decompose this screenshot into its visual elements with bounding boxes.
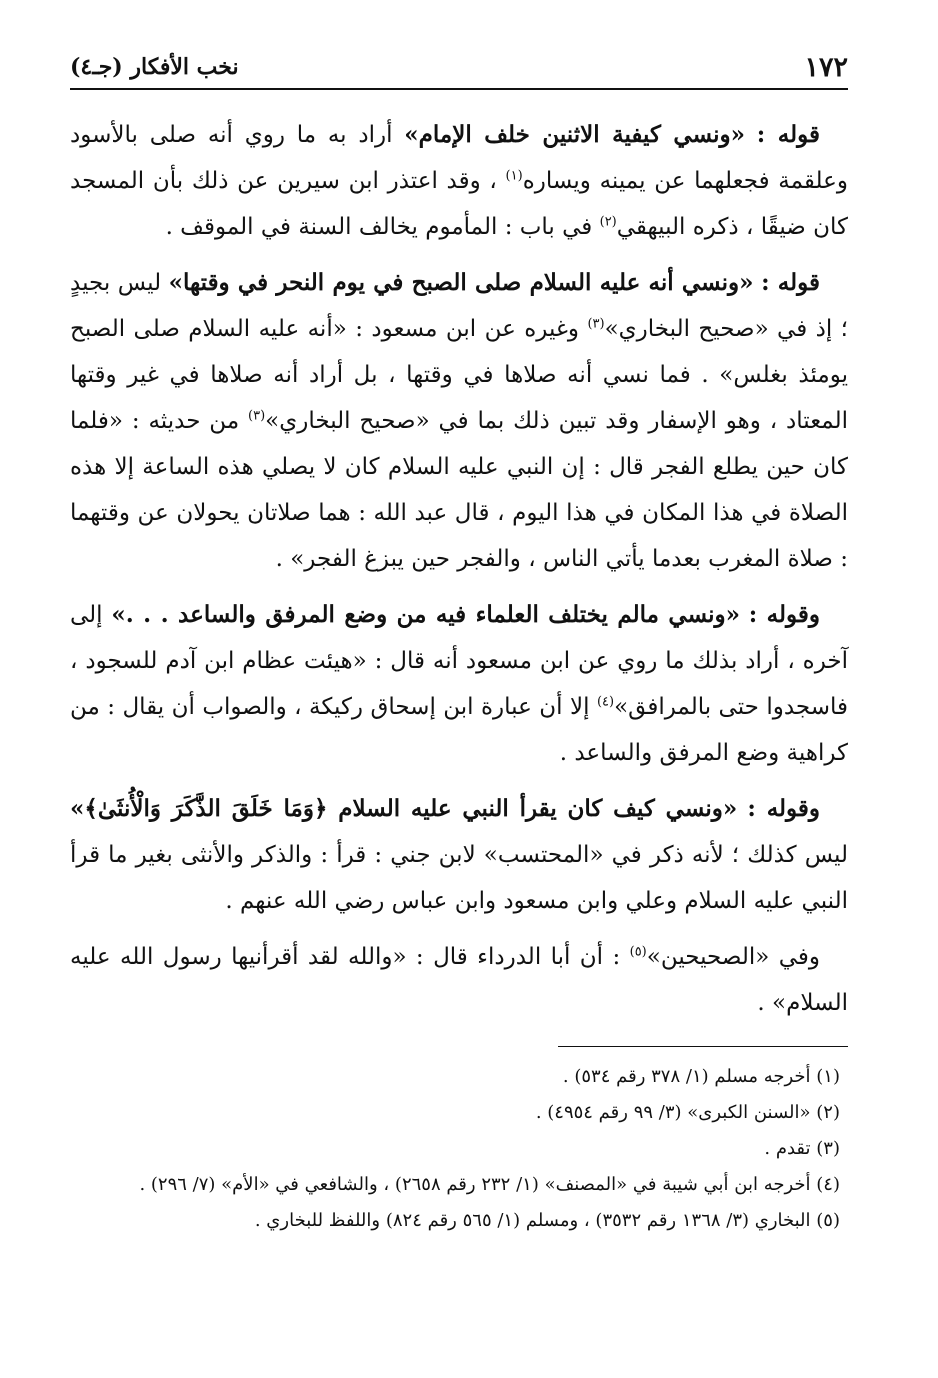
paragraph-3 [70, 592, 848, 776]
footnote-divider [558, 1046, 848, 1047]
footnote-ref: (٣) [587, 316, 605, 332]
footnote-item: (٤) أخرجه ابن أبي شيبة في «المصنف» (١/ ٢٣٢ رقم ٢٦٥٨) ، والشافعي في «الأم» (٧/ ٢٩٦) . [139, 1174, 840, 1195]
footnote-item: (١) أخرجه مسلم (١/ ٣٧٨ رقم ٥٣٤) . [562, 1066, 840, 1087]
footnote-ref: (٢) [599, 214, 617, 230]
quoted-phrase: «ونسي كيفية الاثنين خلف الإمام» [404, 121, 745, 148]
paragraph-text: ليس كذلك ؛ لأنه ذكر في «المحتسب» لابن جني : قرأ : والذكر والأنثى بغير ما قرأ النبي عليه السلام وعلي وابن مسعود وابن عباس رضي الله عنهم . [70, 842, 848, 914]
footnotes [70, 1059, 848, 1239]
book-page [70, 48, 848, 1348]
footnote-ref: (٥) [629, 944, 647, 960]
paragraph-text: في باب : المأموم يخالف السنة في الموقف . [165, 214, 600, 240]
main-text [70, 112, 848, 1026]
paragraph-text: وغيره عن ابن مسعود : «أنه عليه السلام صلى الصبح يومئذ بغلس» . فما نسي أنه صلاها في وقتها ، بل أراد أنه صلاها في غير وقتها المعتاد ، وهو الإسفار وقد تبين ذلك بما في «صحيح البخاري» [70, 316, 848, 434]
page-number: ١٧٢ [804, 52, 848, 83]
paragraph-lead: وقوله : [748, 601, 820, 628]
quoted-phrase: «ونسي كيف كان يقرأ النبي عليه السلام ﴿وَمَا خَلَقَ الذَّكَرَ وَالْأُنثَىٰ﴾» [70, 795, 738, 822]
paragraph-text: وفي «الصحيحين» [646, 944, 820, 970]
paragraph-4 [70, 786, 848, 924]
paragraph-text: ، وقد اعتذر ابن سيرين عن ذلك بأن المسجد كان ضيقًا ، ذكره البيهقي [70, 168, 848, 240]
footnote-ref: (٤) [596, 694, 615, 710]
paragraph-5 [70, 934, 848, 1026]
footnote-ref: (١) [505, 168, 523, 184]
paragraph-text: أراد به ما روي أنه صلى بالأسود وعلقمة فجعلهما عن يمينه ويساره [70, 122, 848, 194]
paragraph-text: من حديثه : «فلما كان حين يطلع الفجر قال : إن النبي عليه السلام كان لا يصلي هذه الساعة إلا هذه الصلاة في هذا المكان في هذا اليوم ، قال عبد الله : هما صلاتان يحولان عن وقتهما : صلاة المغرب بعدما يأتي الناس ، والفجر حين يبزغ الفجر» . [70, 408, 848, 572]
paragraph-text: : أن أبا الدرداء قال : «والله لقد أقرأنيها رسول الله عليه السلام» . [70, 944, 848, 1016]
quoted-phrase: «ونسي أنه عليه السلام صلى الصبح في يوم النحر في وقتها» [168, 269, 754, 296]
quoted-phrase: «ونسي مالم يختلف العلماء فيه من وضع المرفق والساعد . . .» [111, 601, 740, 628]
footnote-item: (٥) البخاري (٣/ ١٣٦٨ رقم ٣٥٣٢) ، ومسلم (١/ ٥٦٥ رقم ٨٢٤) واللفظ للبخاري . [254, 1210, 840, 1231]
running-title: نخب الأفكار (جـ٤) [70, 54, 239, 80]
paragraph-text: إلى آخره ، أراد بذلك ما روي عن ابن مسعود أنه قال : «هيئت عظام ابن آدم للسجود ، فاسجدوا حتى بالمرافق» [70, 602, 849, 720]
footnote-ref: (٣) [248, 408, 266, 424]
paragraph-lead: وقوله : [747, 795, 821, 822]
paragraph-1 [70, 112, 848, 250]
paragraph-lead: قوله : [756, 121, 820, 148]
paragraph-2 [70, 260, 848, 582]
paragraph-text: إلا أن عبارة ابن إسحاق ركيكة ، والصواب أن يقال : من كراهية وضع المرفق والساعد . [70, 694, 848, 766]
page-header [70, 48, 848, 90]
footnote-item: (٣) تقدم . [764, 1138, 840, 1159]
paragraph-text: ليس بجيدٍ ؛ إذ في «صحيح البخاري» [70, 270, 848, 342]
footnote-item: (٢) «السنن الكبرى» (٣/ ٩٩ رقم ٤٩٥٤) . [535, 1102, 840, 1123]
paragraph-lead: قوله : [761, 269, 821, 296]
